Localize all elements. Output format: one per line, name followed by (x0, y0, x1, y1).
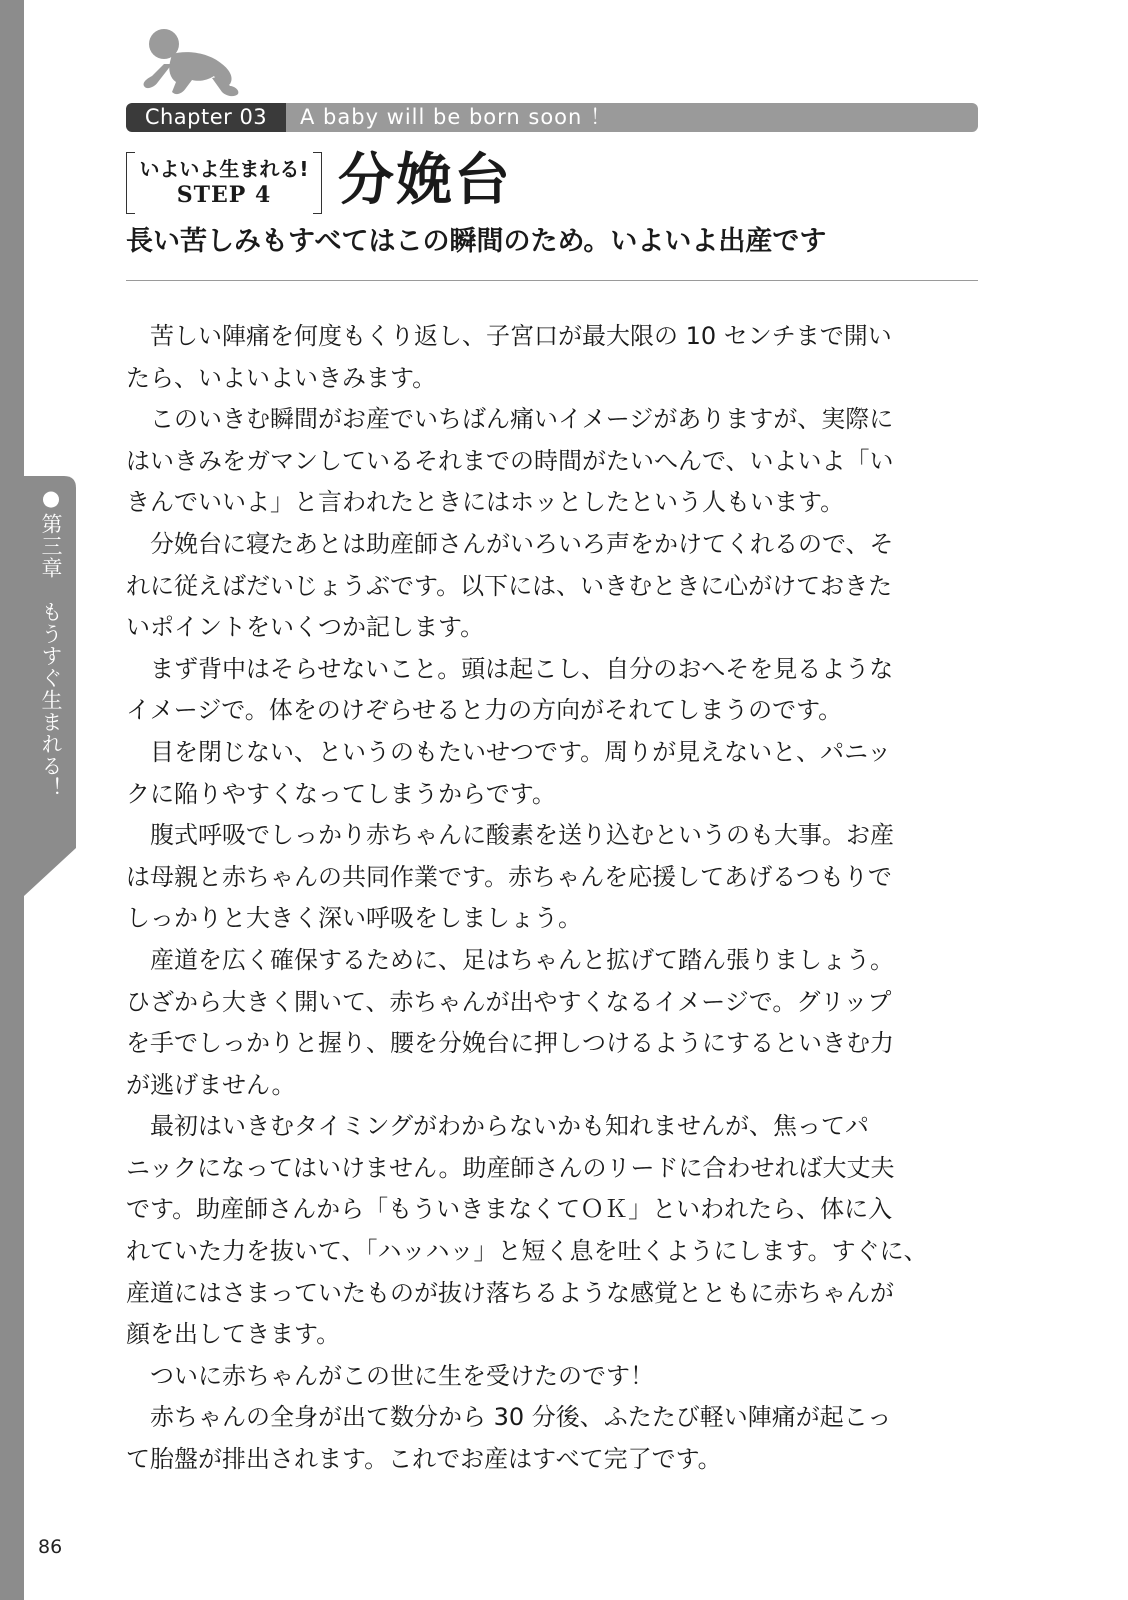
body-line: きんでいいよ」と言われたときにはホッとしたという人もいます。 (126, 488, 845, 517)
side-tab-chapter: 第三章 (39, 513, 63, 579)
body-line: です。助産師さんから「もういきまなくてＯＫ」といわれたら、体に入 (126, 1195, 893, 1224)
side-tab-title: もうすぐ生まれる！ (39, 601, 63, 799)
chapter-subtitle: A baby will be born soon ！ (300, 105, 613, 129)
body-line: 赤ちゃんの全身が出て数分から 30 分後、ふたたび軽い陣痛が起こっ (150, 1403, 892, 1432)
chapter-header-bar (126, 103, 978, 132)
body-line: が逃げません。 (126, 1070, 296, 1099)
page-subheading: 長い苦しみもすべてはこの瞬間のため。いよいよ出産です (126, 226, 827, 257)
body-line: 顔を出してきます。 (126, 1320, 341, 1349)
body-line: いポイントをいくつか記します。 (126, 613, 485, 642)
page-number: 86 (38, 1536, 63, 1558)
step-label-line1: いよいよ生まれる! (139, 157, 309, 181)
body-line: まず背中はそらせないこと。頭は起こし、自分のおへそを見るような (150, 654, 894, 683)
chapter-side-tab (24, 476, 76, 916)
body-line: て胎盤が排出されます。これでお産はすべて完了です。 (126, 1445, 722, 1474)
body-line: 産道を広く確保するために、足はちゃんと拡げて踏ん張りましょう。 (150, 945, 894, 974)
body-line: 腹式呼吸でしっかり赤ちゃんに酸素を送り込むというのも大事。お産 (150, 821, 894, 850)
side-tab-text (34, 486, 68, 799)
page-title: 分娩台 (338, 148, 512, 213)
body-line: れていた力を抜いて、「ハッハッ」と短く息を吐くようにします。すぐに、 (126, 1237, 928, 1266)
body-line: 最初はいきむタイミングがわからないかも知れませんが、焦ってパ (150, 1112, 870, 1141)
body-line: ついに赤ちゃんがこの世に生を受けたのです！ (150, 1361, 654, 1390)
body-line: イメージで。体をのけぞらせると力の方向がそれてしまうのです。 (126, 696, 843, 725)
body-text (126, 316, 986, 1481)
step-label-box (126, 152, 322, 214)
body-line: はいきみをガマンしているそれまでの時間がたいへんで、いよいよ「い (126, 446, 894, 475)
body-line: 産道にはさまっていたものが抜け落ちるような感覚とともに赤ちゃんが (126, 1278, 894, 1307)
body-line: このいきむ瞬間がお産でいちばん痛いイメージがありますが、実際に (150, 405, 894, 434)
side-tab-marker: ● (39, 486, 63, 511)
heading-divider (126, 280, 978, 281)
body-line: は母親と赤ちゃんの共同作業です。赤ちゃんを応援してあげるつもりで (126, 862, 892, 891)
crawling-baby-icon (142, 26, 240, 100)
body-line: 分娩台に寝たあとは助産師さんがいろいろ声をかけてくれるので、そ (150, 529, 894, 558)
body-line: ニックになってはいけません。助産師さんのリードに合わせれば大丈夫 (126, 1153, 895, 1182)
step-label-line2: STEP 4 (176, 182, 272, 208)
left-margin-bar (0, 0, 24, 1600)
body-line: クに陥りやすくなってしまうからです。 (126, 779, 556, 808)
body-line: 目を閉じない、というのもたいせつです。周りが見えないと、パニッ (150, 737, 892, 766)
body-line: を手でしっかりと握り、腰を分娩台に押しつけるようにするといきむ力 (126, 1029, 894, 1058)
chapter-label: Chapter 03 (126, 103, 286, 132)
body-line: ひざから大きく開いて、赤ちゃんが出やすくなるイメージで。グリップ (126, 987, 892, 1016)
body-line: たら、いよいよいきみます。 (126, 363, 437, 392)
body-line: れに従えばだいじょうぶです。以下には、いきむときに心がけておきた (126, 571, 893, 600)
body-line: 苦しい陣痛を何度もくり返し、子宮口が最大限の 10 センチまで開い (150, 322, 892, 350)
body-line: しっかりと大きく深い呼吸をしましょう。 (126, 904, 582, 933)
